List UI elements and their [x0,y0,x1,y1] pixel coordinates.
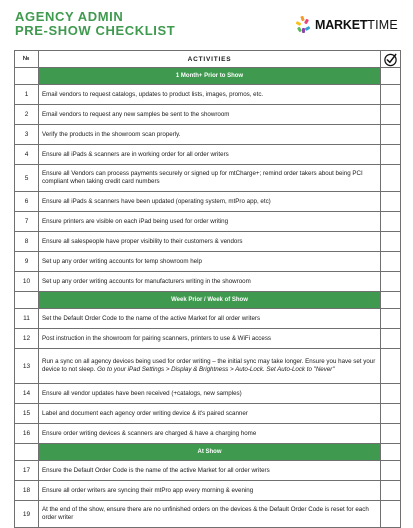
row-number: 1 [15,85,39,105]
activity-cell [39,232,381,252]
checklist-row [15,424,401,444]
activity-text: Ensure all vendor updates have been received (+catalogs, new samples) [42,389,242,397]
checklist-row [15,125,401,145]
activity-text: Label and document each agency order writing device & it's paired scanner [42,409,248,417]
section-title: 1 Month+ Prior to Show [39,68,381,85]
checkbox-cell[interactable] [381,309,401,329]
checklist-row [15,329,401,349]
checklist-row [15,349,401,384]
activity-cell [39,461,381,481]
checklist-row [15,501,401,528]
checklist-row [15,85,401,105]
activity-cell [39,424,381,444]
section-check-cell [381,444,401,461]
table-header-row [15,51,401,68]
checklist-row [15,384,401,404]
activity-text: Ensure order writing devices & scanners are charged & have a charging home [42,429,257,437]
section-header-row [15,444,401,461]
row-number: 8 [15,232,39,252]
activity-cell [39,404,381,424]
activity-cell [39,329,381,349]
checkbox-cell[interactable] [381,145,401,165]
row-number: 14 [15,384,39,404]
activity-cell [39,192,381,212]
activity-text: Ensure the Default Order Code is the name of the active Market for all order writers [42,466,270,474]
title-line-1: AGENCY ADMIN [15,9,124,24]
row-number: 16 [15,424,39,444]
page-title [15,10,175,38]
activity-text: Set up any order writing accounts for temp showroom help [42,257,202,265]
row-number: 2 [15,105,39,125]
section-header-row [15,68,401,85]
checkbox-cell[interactable] [381,349,401,384]
markettime-logo [296,13,398,37]
row-number: 11 [15,309,39,329]
column-header-number: № [15,51,39,68]
checklist-row [15,232,401,252]
column-header-activities: ACTIVITIES [39,51,381,68]
logo-bold: MARKET [315,18,368,32]
logo-wordmark [315,18,398,32]
row-number: 4 [15,145,39,165]
row-number: 6 [15,192,39,212]
section-check-cell [381,292,401,309]
checkbox-cell[interactable] [381,329,401,349]
activity-text: Ensure all Vendors can process payments securely or signed up for mtCharge+; remind order takers about being PCI compliant when taking credit card numbers [42,170,363,185]
section-title: At Show [39,444,381,461]
row-number: 7 [15,212,39,232]
checkbox-cell[interactable] [381,85,401,105]
activity-cell [39,145,381,165]
checklist-row [15,145,401,165]
checkbox-cell[interactable] [381,192,401,212]
checklist-row [15,252,401,272]
activity-text: Verify the products in the showroom scan properly. [42,130,181,138]
row-number: 13 [15,349,39,384]
activity-cell [39,252,381,272]
row-number: 18 [15,481,39,501]
checkbox-cell[interactable] [381,461,401,481]
checkbox-cell[interactable] [381,232,401,252]
row-number: 10 [15,272,39,292]
activity-text: Ensure all iPads & scanners are in working order for all order writers [42,150,229,158]
activity-text: Ensure all salespeople have proper visibility to their customers & vendors [42,237,243,245]
activity-text: At the end of the show, ensure there are no unfinished orders on the devices & the Default Order Code is reset for each order writer [42,506,369,521]
row-number: 12 [15,329,39,349]
row-number: 9 [15,252,39,272]
row-number: 5 [15,165,39,192]
activity-text: Post instruction in the showroom for pairing scanners, printers to use & WiFi access [42,334,272,342]
activity-cell [39,125,381,145]
row-number: 17 [15,461,39,481]
column-header-check [381,51,401,68]
activity-text: Ensure all iPads & scanners have been updated (operating system, mtPro app, etc) [42,197,271,205]
row-number: 15 [15,404,39,424]
activity-cell [39,384,381,404]
activity-cell [39,349,381,384]
activity-cell [39,501,381,528]
checkbox-cell[interactable] [381,105,401,125]
activity-text: Run a sync on all agency devices being used for order writing – the initial sync may take longer. Ensure you have set your device to not sleep. [42,358,376,373]
checkmark-circle-icon [383,52,398,67]
activity-italic-note: Go to your iPad Settings > Display & Brightness > Auto-Lock. Set Auto-Lock to "Never" [97,366,335,373]
checkbox-cell[interactable] [381,424,401,444]
activity-text: Email vendors to request any new samples be sent to the showroom [42,110,230,118]
activity-cell [39,212,381,232]
activity-cell [39,481,381,501]
checkbox-cell[interactable] [381,165,401,192]
checkbox-cell[interactable] [381,384,401,404]
logo-thin: TIME [367,18,398,32]
section-header-row [15,292,401,309]
activity-cell [39,272,381,292]
checkbox-cell[interactable] [381,125,401,145]
activity-text: Ensure printers are visible on each iPad being used for order writing [42,217,229,225]
section-title: Week Prior / Week of Show [39,292,381,309]
section-spacer-cell [15,68,39,85]
checkbox-cell[interactable] [381,252,401,272]
activity-cell [39,309,381,329]
activity-text: Ensure all order writers are syncing their mtPro app every morning & evening [42,486,254,494]
checklist-row [15,481,401,501]
activity-text: Set the Default Order Code to the name of the active Market for all order writers [42,314,261,322]
checklist-table [14,50,401,528]
checklist-row [15,404,401,424]
section-check-cell [381,68,401,85]
checkbox-cell[interactable] [381,272,401,292]
activity-text: Set up any order writing accounts for manufacturers writing in the showroom [42,277,251,285]
checklist-row [15,461,401,481]
activity-cell [39,85,381,105]
row-number: 3 [15,125,39,145]
title-line-2: PRE-SHOW CHECKLIST [15,23,176,38]
checkbox-cell[interactable] [381,481,401,501]
checkbox-cell[interactable] [381,212,401,232]
checklist-row [15,192,401,212]
section-spacer-cell [15,292,39,309]
section-spacer-cell [15,444,39,461]
row-number: 19 [15,501,39,528]
logo-mark-icon [296,16,312,34]
checkbox-cell[interactable] [381,404,401,424]
checklist-row [15,212,401,232]
checklist-row [15,309,401,329]
checklist-row [15,105,401,125]
checkbox-cell[interactable] [381,501,401,528]
activity-text: Email vendors to request catalogs, updates to product lists, images, promos, etc. [42,90,264,98]
checklist-row [15,165,401,192]
checklist-row [15,272,401,292]
activity-cell [39,165,381,192]
activity-cell [39,105,381,125]
